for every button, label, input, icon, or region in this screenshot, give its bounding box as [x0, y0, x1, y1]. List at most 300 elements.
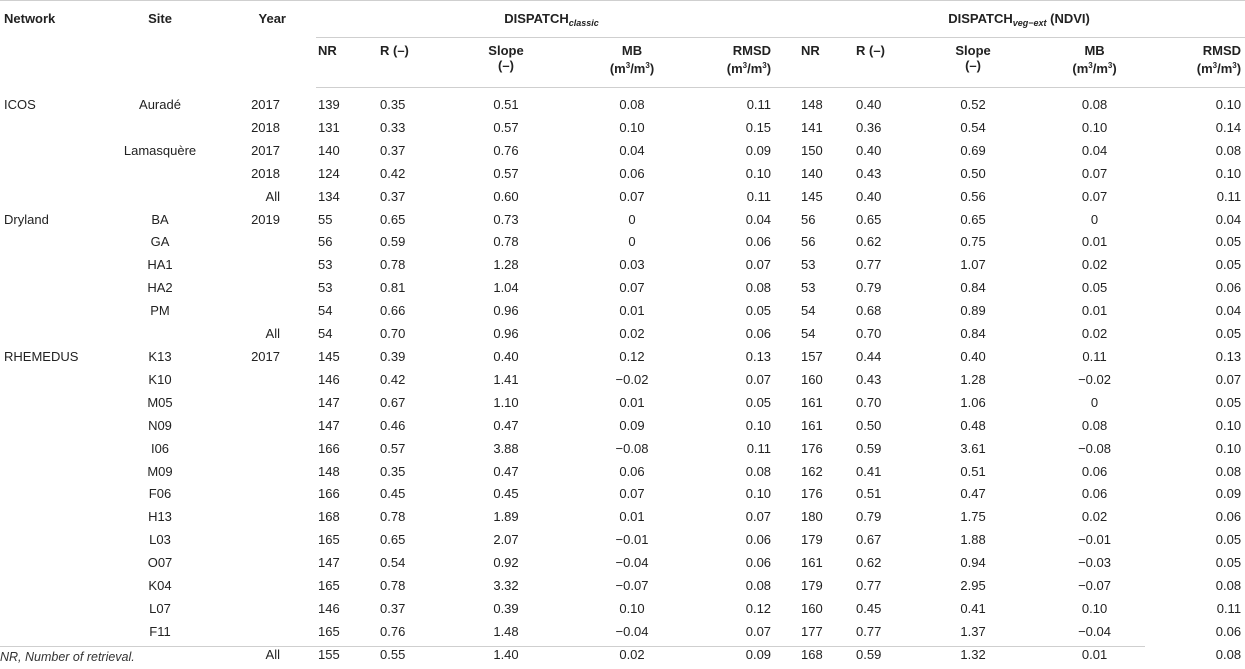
cell-year [216, 254, 316, 277]
cell-classic-rmsd: 0.07 [745, 623, 772, 639]
cell-site: PM [150, 303, 170, 319]
cell-site [104, 117, 216, 140]
cell-classic-mb: 0.03 [619, 257, 645, 273]
cell-classic-rmsd: 0.09 [745, 646, 772, 662]
table-row [0, 163, 1245, 186]
cell-classic-mb: −0.07 [615, 578, 649, 594]
cell-site: L03 [149, 532, 171, 548]
cell-classic-r: 0.45 [380, 486, 406, 502]
cell-veg-slope: 0.48 [960, 417, 986, 433]
cell-veg-nr: 53 [801, 280, 816, 296]
cell-classic-slope: 0.73 [493, 211, 519, 227]
cell-classic-nr: 168 [318, 509, 340, 525]
cell-veg-rmsd: 0.10 [1215, 165, 1242, 181]
cell-year [216, 529, 316, 552]
cell-veg-slope: 1.37 [960, 623, 986, 639]
header-veg-slope-unit: (–) [965, 58, 981, 73]
cell-veg-slope: 1.28 [960, 371, 986, 387]
cell-veg-r: 0.79 [856, 280, 882, 296]
header-veg-mb-label: MB [1084, 43, 1105, 58]
cell-veg-mb: −0.07 [1078, 578, 1111, 594]
cell-veg-r: 0.43 [856, 371, 882, 387]
cell-veg-nr: 162 [801, 463, 823, 479]
header-classic-r: R (–) [374, 38, 452, 88]
cell-veg-rmsd: 0.08 [1215, 142, 1242, 158]
cell-classic-slope: 0.45 [493, 486, 519, 502]
cell-veg-slope: 0.65 [960, 211, 986, 227]
header-dispatch-classic-main: DISPATCH [504, 11, 569, 26]
table-row [0, 209, 1245, 232]
cell-site: BA [151, 211, 169, 227]
cell-classic-r: 0.35 [380, 463, 406, 479]
table-row [0, 506, 1245, 529]
cell-veg-nr: 141 [801, 119, 823, 135]
cell-classic-slope: 0.51 [493, 97, 519, 112]
header-veg-mb [1010, 38, 1143, 88]
cell-network [0, 369, 104, 392]
cell-veg-mb: 0.06 [1081, 486, 1108, 502]
cell-veg-nr: 179 [801, 532, 823, 548]
cell-veg-slope: 0.75 [960, 234, 986, 250]
cell-year [216, 392, 316, 415]
cell-site: F11 [149, 623, 171, 639]
header-veg-rmsd-unit: $(m^3/m^3)$ [1196, 61, 1242, 76]
cell-veg-r: 0.70 [856, 326, 882, 342]
cell-classic-rmsd: 0.11 [746, 440, 772, 456]
cell-classic-mb: −0.04 [615, 555, 649, 571]
cell-network [0, 415, 104, 438]
cell-veg-r: 0.77 [856, 578, 882, 594]
cell-classic-nr: 165 [318, 623, 340, 639]
cell-site: K13 [148, 348, 172, 364]
cell-classic-nr: 53 [318, 257, 333, 273]
header-veg-mb-unit: $(m^3/m^3)$ [1072, 61, 1117, 76]
cell-veg-rmsd: 0.08 [1215, 463, 1242, 479]
cell-classic-r: 0.35 [380, 97, 406, 112]
cell-classic-nr: 134 [318, 188, 340, 204]
cell-classic-r: 0.37 [380, 188, 406, 204]
cell-classic-r: 0.37 [380, 142, 406, 158]
cell-veg-slope: 1.75 [960, 509, 986, 525]
table-row [0, 438, 1245, 461]
cell-classic-rmsd: 0.11 [746, 97, 772, 112]
cell-veg-rmsd: 0.09 [1215, 486, 1242, 502]
cell-classic-mb: −0.02 [615, 371, 649, 387]
cell-veg-rmsd: 0.05 [1215, 257, 1242, 273]
cell-classic-slope: 0.47 [493, 463, 519, 479]
cell-year [216, 415, 316, 438]
cell-veg-mb: 0.02 [1081, 326, 1108, 342]
cell-site: I06 [150, 440, 170, 456]
cell-classic-mb: 0.01 [619, 303, 645, 319]
cell-veg-slope: 3.61 [960, 440, 986, 456]
cell-veg-nr: 150 [801, 142, 823, 158]
cell-classic-r: 0.42 [380, 371, 406, 387]
cell-classic-rmsd: 0.07 [745, 257, 772, 273]
cell-classic-nr: 146 [318, 600, 340, 616]
table-row [0, 575, 1245, 598]
cell-veg-nr: 180 [801, 509, 823, 525]
cell-classic-slope: 1.28 [493, 257, 519, 273]
cell-year [216, 438, 316, 461]
cell-veg-mb: 0.08 [1081, 97, 1108, 112]
header-classic-mb-label: MB [621, 43, 643, 58]
cell-classic-r: 0.39 [380, 348, 406, 364]
cell-classic-slope: 0.57 [493, 165, 519, 181]
cell-classic-rmsd: 0.10 [745, 417, 772, 433]
cell-year [216, 575, 316, 598]
cell-veg-rmsd: 0.04 [1215, 211, 1242, 227]
cell-veg-nr: 161 [801, 417, 823, 433]
cell-year: 2018 [251, 165, 280, 181]
cell-network [0, 163, 104, 186]
cell-classic-slope: 0.57 [493, 119, 519, 135]
cell-classic-nr: 145 [318, 348, 340, 364]
cell-classic-nr: 166 [318, 440, 340, 456]
header-dispatch-veg-ext-main: DISPATCH [948, 11, 1013, 26]
cell-veg-r: 0.50 [856, 417, 882, 433]
cell-veg-nr: 56 [801, 234, 816, 250]
cell-veg-rmsd: 0.06 [1215, 280, 1242, 296]
cell-veg-mb: 0.10 [1081, 119, 1108, 135]
cell-veg-slope: 0.40 [960, 348, 986, 364]
cell-veg-rmsd: 0.05 [1215, 532, 1242, 548]
cell-veg-r: 0.45 [856, 600, 882, 616]
cell-veg-slope: 0.56 [960, 188, 986, 204]
cell-site: GA [150, 234, 170, 250]
cell-classic-nr: 146 [318, 371, 340, 387]
cell-veg-nr: 168 [801, 646, 823, 662]
cell-classic-rmsd: 0.09 [745, 142, 772, 158]
cell-network [0, 254, 104, 277]
header-classic-mb [546, 38, 678, 88]
cell-classic-r: 0.81 [380, 280, 406, 296]
cell-veg-mb: −0.03 [1078, 555, 1111, 571]
header-dispatch-veg-ext-sub: veg−ext [1012, 18, 1047, 28]
cell-veg-slope: 1.32 [960, 646, 986, 662]
header-veg-nr: NR [773, 38, 838, 88]
cell-veg-r: 0.40 [856, 142, 882, 158]
cell-site [104, 186, 216, 209]
cell-veg-slope: 0.47 [960, 486, 986, 502]
cell-network [0, 529, 104, 552]
cell-site [104, 323, 216, 346]
cell-veg-nr: 56 [801, 211, 816, 227]
cell-veg-mb: 0.01 [1081, 646, 1108, 662]
cell-veg-mb: −0.04 [1078, 623, 1111, 639]
cell-veg-mb: 0.08 [1081, 417, 1108, 433]
cell-year: 2019 [251, 211, 280, 227]
cell-classic-rmsd: 0.08 [745, 280, 772, 296]
cell-classic-rmsd: 0.05 [745, 394, 772, 410]
cell-network [0, 300, 104, 323]
table-bottom-rule [0, 646, 1145, 647]
cell-network [0, 277, 104, 300]
header-classic-rmsd-unit: $(m^3/m^3)$ [726, 61, 772, 76]
cell-classic-mb: 0.10 [619, 600, 645, 616]
cell-veg-mb: 0.04 [1081, 142, 1108, 158]
table-row [0, 461, 1245, 484]
cell-classic-nr: 54 [318, 326, 333, 342]
cell-veg-nr: 54 [801, 303, 816, 319]
cell-network [0, 483, 104, 506]
cell-year: 2017 [251, 96, 280, 112]
table-row [0, 598, 1245, 621]
cell-classic-slope: 2.07 [493, 532, 519, 548]
cell-veg-slope: 0.51 [960, 463, 986, 479]
cell-classic-nr: 166 [318, 486, 340, 502]
header-classic-mb-unit: $(m^3/m^3)$ [609, 61, 655, 76]
cell-classic-slope: 0.96 [493, 303, 519, 319]
cell-classic-rmsd: 0.08 [745, 578, 772, 594]
cell-classic-slope: 0.96 [493, 326, 519, 342]
cell-classic-r: 0.57 [380, 440, 406, 456]
cell-site: Auradé [139, 96, 181, 112]
cell-veg-nr: 160 [801, 600, 823, 616]
cell-classic-r: 0.78 [380, 509, 406, 525]
cell-year: All [265, 646, 280, 662]
cell-classic-mb: 0.06 [619, 165, 645, 181]
header-veg-rmsd [1143, 38, 1245, 88]
cell-network [0, 117, 104, 140]
table-row [0, 644, 1245, 667]
header-year: Year [258, 11, 286, 26]
cell-network [0, 323, 104, 346]
header-veg-slope [916, 38, 1010, 88]
cell-veg-mb: 0.11 [1082, 348, 1107, 364]
cell-veg-r: 0.62 [856, 234, 882, 250]
header-veg-slope-label: Slope [955, 43, 991, 58]
cell-classic-slope: 1.10 [493, 394, 519, 410]
cell-veg-slope: 0.94 [960, 555, 986, 571]
cell-veg-r: 0.36 [856, 119, 882, 135]
cell-veg-mb: 0.01 [1081, 303, 1108, 319]
table-row [0, 346, 1245, 369]
cell-classic-r: 0.42 [380, 165, 406, 181]
cell-year [216, 369, 316, 392]
cell-veg-rmsd: 0.05 [1215, 326, 1242, 342]
cell-classic-rmsd: 0.06 [745, 326, 772, 342]
cell-classic-rmsd: 0.08 [745, 463, 772, 479]
cell-year: All [265, 188, 280, 204]
cell-veg-slope: 0.50 [960, 165, 986, 181]
cell-veg-nr: 177 [801, 623, 823, 639]
cell-classic-rmsd: 0.06 [745, 532, 772, 548]
header-veg-r: R (–) [838, 38, 916, 88]
cell-classic-slope: 0.60 [493, 188, 519, 204]
cell-site: F06 [148, 486, 172, 502]
cell-classic-r: 0.67 [380, 394, 406, 410]
table-row [0, 369, 1245, 392]
cell-classic-nr: 131 [318, 119, 340, 135]
table-row [0, 392, 1245, 415]
cell-classic-nr: 56 [318, 234, 333, 250]
header-classic-slope [452, 38, 546, 88]
header-classic-slope-unit: (–) [498, 58, 514, 73]
cell-site: O07 [147, 555, 173, 571]
cell-classic-nr: 147 [318, 417, 340, 433]
cell-classic-rmsd: 0.13 [745, 348, 772, 364]
cell-classic-mb: 0.06 [619, 463, 645, 479]
cell-classic-mb: 0.07 [619, 280, 645, 296]
cell-veg-mb: 0.02 [1081, 257, 1108, 273]
cell-veg-mb: 0.02 [1081, 509, 1108, 525]
table-row [0, 277, 1245, 300]
cell-veg-nr: 157 [801, 348, 823, 364]
cell-veg-slope: 0.84 [960, 326, 986, 342]
cell-network: RHEMEDUS [4, 348, 79, 364]
cell-veg-slope: 1.88 [960, 532, 986, 548]
cell-network [0, 231, 104, 254]
header-classic-nr: NR [316, 38, 374, 88]
cell-classic-r: 0.78 [380, 578, 406, 594]
cell-veg-slope: 2.95 [960, 578, 986, 594]
cell-year: 2018 [251, 119, 280, 135]
cell-site: HA1 [147, 257, 173, 273]
cell-veg-nr: 161 [801, 555, 823, 571]
cell-classic-nr: 147 [318, 555, 340, 571]
cell-classic-nr: 54 [318, 303, 333, 319]
cell-classic-r: 0.65 [380, 532, 406, 548]
cell-network: Dryland [4, 211, 49, 227]
cell-veg-r: 0.59 [856, 440, 882, 456]
cell-classic-r: 0.65 [380, 211, 406, 227]
cell-veg-rmsd: 0.14 [1215, 119, 1242, 135]
cell-veg-mb: 0.05 [1081, 280, 1108, 296]
cell-veg-r: 0.51 [856, 486, 882, 502]
cell-year: 2017 [251, 142, 280, 158]
cell-veg-rmsd: 0.06 [1215, 623, 1242, 639]
cell-site: H13 [148, 509, 172, 525]
cell-year [216, 277, 316, 300]
cell-classic-r: 0.59 [380, 234, 406, 250]
cell-network: ICOS [4, 96, 36, 112]
cell-classic-rmsd: 0.10 [745, 486, 772, 502]
cell-site: K04 [148, 578, 172, 594]
cell-veg-r: 0.68 [856, 303, 882, 319]
cell-veg-slope: 1.06 [960, 394, 986, 410]
cell-classic-slope: 0.39 [493, 600, 519, 616]
cell-veg-mb: 0.06 [1081, 463, 1108, 479]
table-row [0, 117, 1245, 140]
cell-classic-r: 0.78 [380, 257, 406, 273]
cell-veg-nr: 179 [801, 578, 823, 594]
cell-veg-mb: 0 [1090, 394, 1099, 410]
header-dispatch-veg-ext-suffix: (NDVI) [1046, 11, 1090, 26]
cell-classic-rmsd: 0.06 [745, 234, 772, 250]
cell-classic-r: 0.33 [380, 119, 406, 135]
cell-veg-rmsd: 0.08 [1215, 578, 1242, 594]
cell-classic-mb: 0.10 [619, 119, 645, 135]
cell-classic-mb: 0.08 [619, 97, 645, 112]
cell-classic-nr: 124 [318, 165, 340, 181]
cell-veg-slope: 0.41 [960, 600, 986, 616]
cell-classic-slope: 1.04 [493, 280, 519, 296]
cell-classic-slope: 3.32 [493, 578, 519, 594]
cell-classic-r: 0.46 [380, 417, 406, 433]
cell-site: M09 [147, 463, 173, 479]
cell-year: All [265, 326, 280, 342]
table-row [0, 231, 1245, 254]
cell-classic-r: 0.76 [380, 623, 406, 639]
cell-year: 2017 [251, 348, 280, 364]
cell-classic-mb: −0.08 [615, 440, 649, 456]
cell-year [216, 300, 316, 323]
table-body [0, 88, 1245, 667]
cell-veg-nr: 176 [801, 440, 823, 456]
cell-classic-mb: 0.07 [619, 188, 645, 204]
cell-classic-slope: 0.78 [493, 234, 519, 250]
header-dispatch-classic [316, 1, 773, 38]
cell-classic-nr: 165 [318, 532, 340, 548]
cell-network [0, 392, 104, 415]
cell-veg-r: 0.79 [856, 509, 882, 525]
cell-classic-slope: 0.47 [493, 417, 519, 433]
cell-classic-mb: 0.02 [619, 326, 645, 342]
cell-year [216, 621, 316, 644]
cell-classic-nr: 53 [318, 280, 333, 296]
cell-classic-nr: 139 [318, 97, 340, 112]
cell-year [216, 552, 316, 575]
cell-classic-mb: 0.01 [619, 509, 645, 525]
cell-year [216, 598, 316, 621]
cell-veg-slope: 0.69 [960, 142, 986, 158]
cell-veg-nr: 148 [801, 97, 823, 112]
cell-veg-r: 0.41 [856, 463, 882, 479]
cell-veg-slope: 0.89 [960, 303, 986, 319]
cell-site: M05 [147, 394, 173, 410]
cell-year [216, 483, 316, 506]
cell-veg-rmsd: 0.05 [1215, 555, 1242, 571]
cell-classic-mb: 0 [628, 234, 636, 250]
cell-classic-slope: 1.41 [493, 371, 519, 387]
cell-veg-mb: 0.01 [1081, 234, 1108, 250]
cell-classic-slope: 1.48 [493, 623, 519, 639]
cell-classic-mb: 0.02 [619, 646, 645, 662]
cell-veg-nr: 160 [801, 371, 823, 387]
cell-veg-rmsd: 0.13 [1215, 348, 1242, 364]
cell-veg-mb: 0.10 [1081, 600, 1108, 616]
cell-classic-mb: 0.12 [619, 348, 645, 364]
cell-veg-slope: 0.54 [960, 119, 986, 135]
cell-veg-rmsd: 0.04 [1215, 303, 1242, 319]
cell-veg-r: 0.77 [856, 257, 882, 273]
cell-classic-slope: 0.76 [493, 142, 519, 158]
cell-veg-slope: 1.07 [960, 257, 986, 273]
cell-site: L07 [149, 600, 171, 616]
header-classic-rmsd-label: RMSD [732, 43, 772, 58]
cell-veg-rmsd: 0.11 [1216, 600, 1242, 616]
cell-classic-mb: −0.01 [615, 532, 649, 548]
header-dispatch-veg-ext [773, 1, 1245, 38]
cell-classic-mb: 0 [628, 211, 636, 227]
cell-classic-nr: 148 [318, 463, 340, 479]
cell-veg-rmsd: 0.10 [1215, 417, 1242, 433]
cell-veg-rmsd: 0.10 [1215, 97, 1242, 112]
header-site: Site [148, 11, 172, 26]
header-classic-slope-label: Slope [488, 43, 524, 58]
cell-network [0, 140, 104, 163]
table-row [0, 323, 1245, 346]
footnote: NR, Number of retrieval. [0, 650, 135, 664]
cell-year [216, 461, 316, 484]
cell-veg-rmsd: 0.11 [1216, 188, 1242, 204]
cell-classic-mb: 0.04 [619, 142, 645, 158]
cell-veg-r: 0.62 [856, 555, 882, 571]
cell-veg-r: 0.77 [856, 623, 882, 639]
cell-classic-r: 0.55 [380, 646, 406, 662]
cell-classic-nr: 140 [318, 142, 340, 158]
